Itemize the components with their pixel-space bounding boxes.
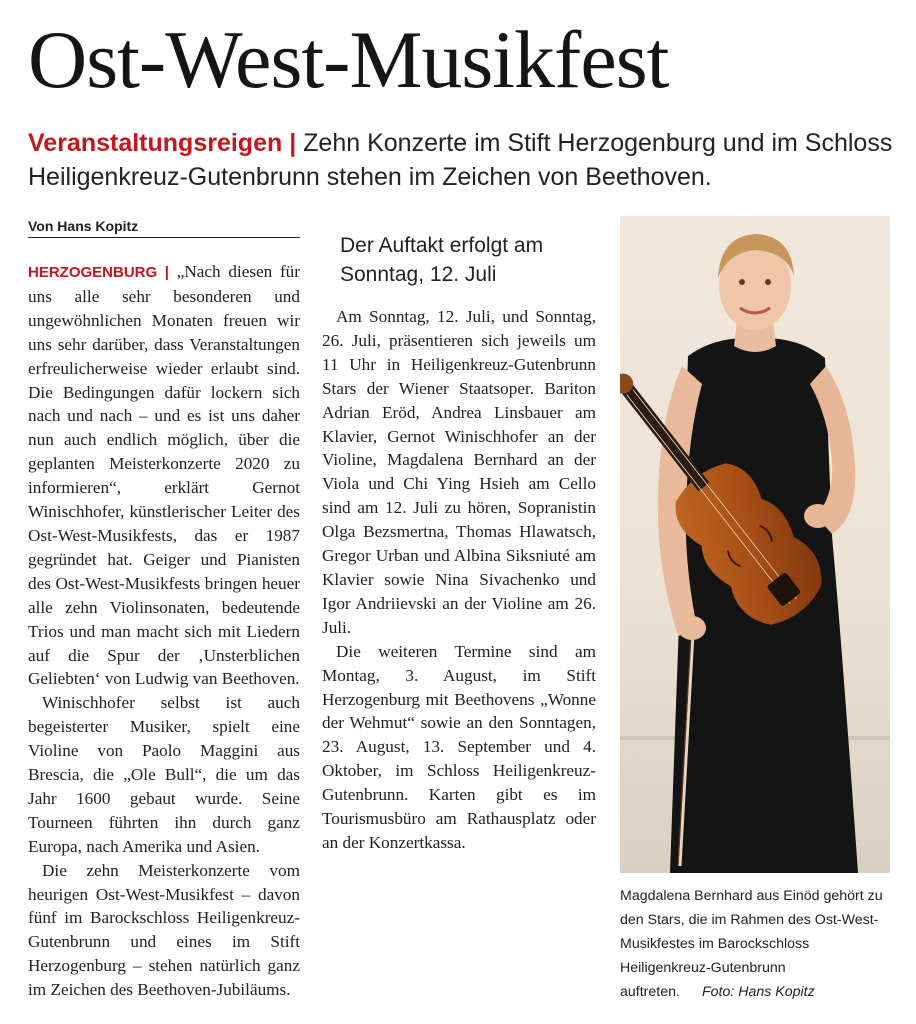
deck: [28, 126, 908, 194]
right-hand: [804, 504, 832, 528]
left-hand: [678, 616, 706, 640]
photo-illustration: [620, 216, 890, 873]
subhead: Der Auftakt erfolgt am Sonntag, 12. Juli: [340, 234, 544, 286]
article-paragraph-5: Die weiteren Termine sind am Montag, 3. August, im Stift Herzogenburg mit Beethovens „Wonne der Wehmut“ sowie an den Sonntagen, 23. August, 13. September und 4. Oktober, im Schloss Heiligenkreuz-Gutenbrunn. Karten gibt es im Tourismusbüro am Rathausplatz oder an der Konzertkassa.: [322, 641, 596, 852]
deck-separator: |: [289, 129, 297, 157]
headline: Ost-West-Musikfest: [28, 14, 669, 105]
article-paragraph-4: Am Sonntag, 12. Juli, und Sonntag, 26. Juli, präsentieren sich jeweils um 11 Uhr in Heiligenkreuz-Gutenbrunn Stars der Wiener Staatsoper. Bariton Adrian Eröd, Andrea Linsbauer am Klavier, Gernot Winischhofer an der Violine, Magdalena Bernhard an der Viola und Chi Ying Hsieh am Cello sind am 12. Juli zu hören, Sopranistin Olga Bezsmertna, Thomas Hlawatsch, Gregor Urban und Albina Siksniuté am Klavier sowie Nina Sivachenko und Igor Andriievski an der Violine am 26. Juli.: [322, 307, 596, 637]
article-paragraph-3: Die zehn Meisterkonzerte vom heurigen Ost-West-Musikfest – davon fünf im Barockschloss Heiligenkreuz-Gutenbrunn und eines im Stift Herzogenburg – stehen natürlich ganz im Zeichen des Beethoven-Jubiläums.: [28, 860, 300, 1000]
photo-caption: [620, 884, 892, 1004]
photo-violinist: [620, 216, 890, 873]
article-paragraph-1: HERZOGENBURG | „Nach diesen für uns alle sehr besonderen und ungewöhnlichen Monaten freuen wir uns sehr darüber, dass Veranstaltungen erfreulicherweise wieder erlaubt sind. Die Bedingungen dafür lockern sich nach und nach – und es ist uns daher nun auch endlich möglich, über die geplanten Meisterkonzerte 2020 zu informieren“, erklärt Gernot Winischhofer, künstlerischer Leiter des Ost-West-Musikfests, das er 1987 gegründet hat. Geiger und Pianisten des Ost-West-Musikfests bringen heuer alle zehn Violinsonaten, bedeutende Trios und man macht sich mit Liedern auf die Spur der ‚Unsterblichen Geliebten‘ von Ludwig van Beethoven.: [28, 262, 300, 689]
article-paragraph-2: Winischhofer selbst ist auch begeisterter Musiker, spielt eine Violine von Paolo Maggini aus Brescia, die „Ole Bull“, die um das Jahr 1600 gebaut wurde. Seine Tourneen führten ihn durch ganz Europa, nach Amerika und Asien.: [28, 693, 300, 856]
photo-credit: Foto: Hans Kopitz: [701, 984, 815, 1000]
byline: Von Hans Kopitz: [28, 218, 300, 238]
deck-kicker: Veranstaltungsreigen: [28, 129, 283, 157]
caption-text: Magdalena Bernhard aus Einöd gehört zu den Stars, die im Rahmen des Ost-West-Musikfestes im Barockschloss Heiligenkreuz-Gutenbrunn auftreten.: [620, 888, 883, 1000]
article-column-1: [28, 260, 300, 1002]
article-column-2: [322, 213, 596, 855]
dateline: HERZOGENBURG |: [28, 264, 169, 281]
deck-text: Zehn Konzerte im Stift Herzogenburg und im Schloss Heiligenkreuz-Gutenbrunn stehen im Zeichen von Beethoven.: [28, 129, 893, 191]
